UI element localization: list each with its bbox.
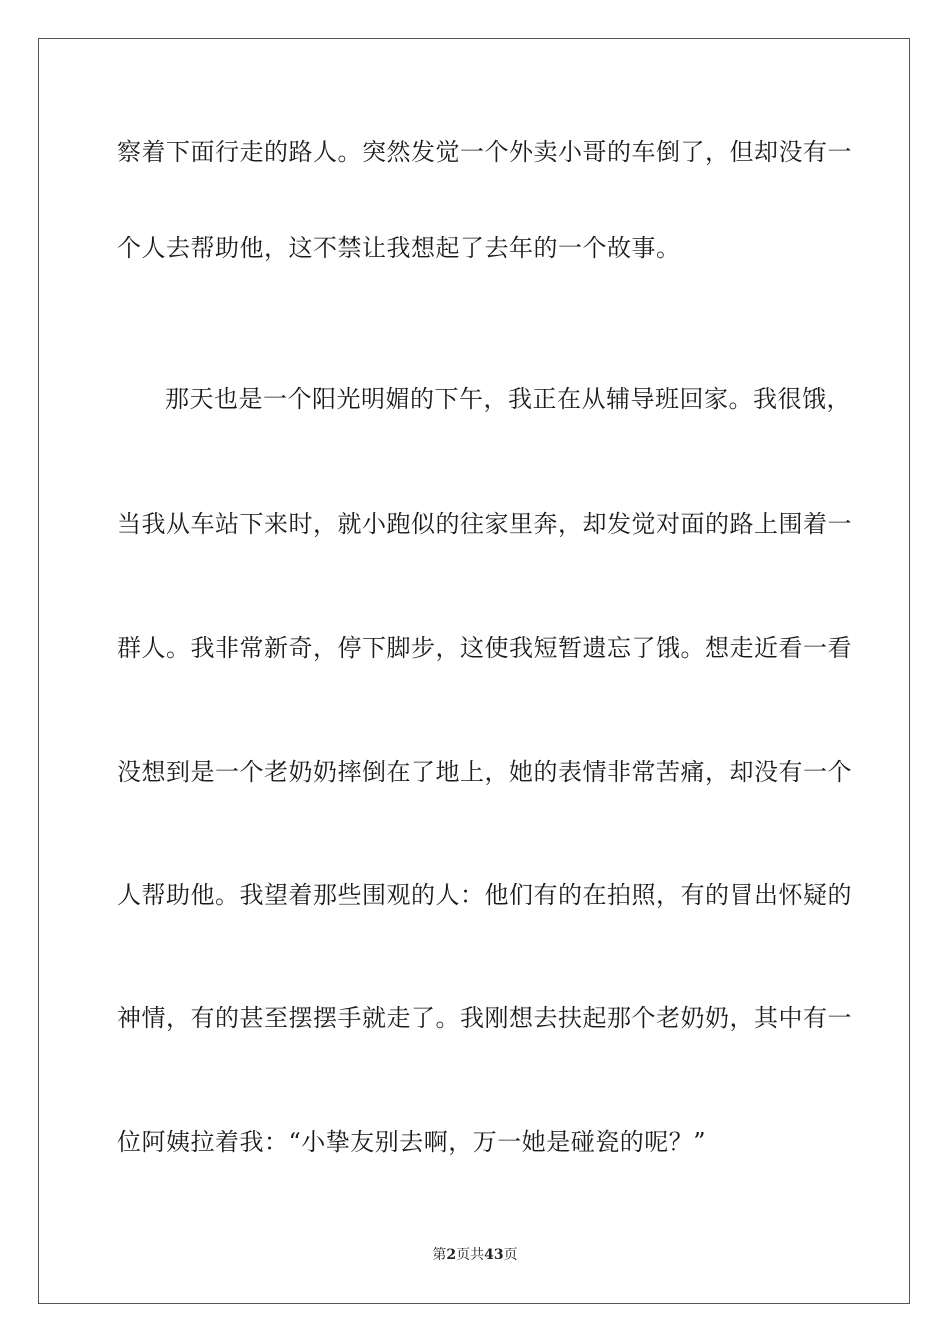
total-label-suffix: 页 — [503, 1247, 518, 1263]
text-line: 没想到是一个老奶奶摔倒在了地上，她的表情非常苦痛，却没有一个 — [117, 758, 852, 786]
text-line: 察着下面行走的路人。突然发觉一个外卖小哥的车倒了，但却没有一 — [117, 138, 852, 166]
text-line: 群人。我非常新奇，停下脚步，这使我短暂遗忘了饿。想走近看一看 — [117, 634, 852, 662]
paragraph-start-line: 那天也是一个阳光明媚的下午，我正在从辅导班回家。我很饿， — [165, 385, 851, 413]
text-line: 个人去帮助他，这不禁让我想起了去年的一个故事。 — [117, 234, 681, 262]
page-footer — [0, 1246, 950, 1264]
text-line: 当我从车站下来时，就小跑似的往家里奔，却发觉对面的路上围着一 — [117, 510, 852, 538]
total-label-prefix: 共 — [470, 1247, 485, 1263]
text-line: 位阿姨拉着我：“小挚友别去啊，万一她是碰瓷的呢？” — [117, 1128, 707, 1156]
text-line: 神情，有的甚至摆摆手就走了。我刚想去扶起那个老奶奶，其中有一 — [117, 1004, 852, 1032]
page-label-prefix: 第 — [432, 1247, 447, 1263]
current-page-number: 2 — [446, 1247, 457, 1263]
page-label-suffix: 页 — [456, 1247, 471, 1263]
text-line: 人帮助他。我望着那些围观的人：他们有的在拍照，有的冒出怀疑的 — [117, 881, 852, 909]
page-border — [38, 38, 910, 1304]
total-page-count: 43 — [484, 1247, 504, 1263]
